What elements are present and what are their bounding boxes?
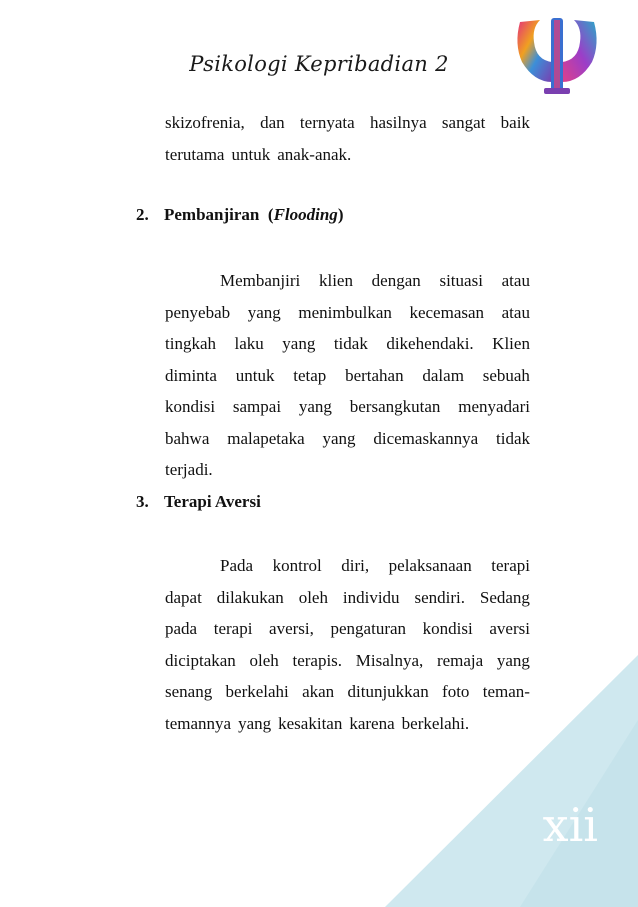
section-2-number: 2. [136,205,149,224]
text-line [165,139,530,171]
word: akan [302,682,335,701]
word: bahwa [165,428,210,448]
word: yang [282,334,316,353]
section-2-heading: 2. Pembanjiran (Flooding) [136,205,344,224]
word: Sedang [479,587,530,607]
word: Misalnya, [355,650,424,670]
word: penyebab [165,302,231,322]
word: pelaksanaan [388,556,472,575]
word: terapi [213,619,253,638]
word: foto [442,682,470,701]
section-3-title: Terapi Aversi [164,492,261,511]
word: menyadari [458,397,530,416]
word: diminta [165,365,217,385]
word: yang [238,713,272,733]
word: sangat [441,113,486,132]
word: kontrol [272,556,322,575]
word: yang [496,650,530,670]
word: ternyata [299,113,355,132]
word: senang [165,682,213,701]
text-line [165,676,530,708]
word: kesakitan [278,713,343,733]
header-title: Psikologi Kepribadian 2 [189,52,449,76]
text-line [165,708,530,740]
word: terutama [165,144,225,164]
text-line [165,265,530,297]
word: dikehendaki. [386,334,474,353]
word: dilakukan [216,587,284,607]
word: terapis. [292,650,343,670]
word: oleh [298,587,328,607]
word: skizofrenia, [165,113,245,132]
word: dengan [371,271,421,290]
word: aversi, [269,619,314,638]
text-line [165,107,530,139]
word: remaja [436,650,484,670]
text-line [165,391,530,423]
word: kondisi [165,397,216,416]
section-3-number: 3. [136,492,149,511]
word: karena [349,713,395,733]
section-2-title: Pembanjiran [164,205,260,224]
word: terjadi. [165,460,213,479]
word: individu [342,587,400,607]
word: tetap [293,365,327,385]
word: berkelahi [225,682,289,701]
text-line [165,613,530,645]
page-number: xii [542,798,598,852]
section-2-title-italic: Flooding [273,205,338,224]
word: sendiri. [414,587,465,607]
word: untuk [235,365,275,385]
word: kondisi [422,619,473,638]
word: aversi [489,619,530,638]
word: bersangkutan [349,397,441,416]
word: pada [165,619,198,638]
word: dicemaskannya [373,428,479,448]
word: Membanjiri [220,271,301,290]
text-line [165,328,530,360]
text-line [165,360,530,392]
word: tidak [333,334,368,353]
word: anak-anak. [277,144,352,164]
word: temannya [165,713,232,733]
word: sebuah [482,365,530,385]
section-2-paragraph [165,265,530,486]
section-3-paragraph [165,550,530,739]
word: kecemasan [409,302,485,322]
text-line [165,454,530,486]
text-line [165,550,530,582]
word: bertahan [345,365,404,385]
word: dan [260,113,285,132]
word: laku [234,334,264,353]
word: atau [501,271,530,290]
word: situasi [439,271,483,290]
word: Pada [220,556,254,575]
word: diciptakan [165,650,236,670]
word: diri, [341,556,370,575]
word: dapat [165,587,202,607]
word: atau [501,302,530,322]
word: yang [247,302,281,322]
text-line [165,423,530,455]
text-line [165,645,530,677]
word: dalam [422,365,464,385]
word: yang [322,428,356,448]
word: ditunjukkan [347,682,429,701]
word: pengaturan [330,619,407,638]
word: baik [500,113,530,132]
word: tingkah [165,334,216,353]
word: berkelahi. [401,713,470,733]
text-line [165,297,530,329]
word: menimbulkan [298,302,392,322]
word: tidak [496,428,530,448]
section-3-heading [136,492,261,512]
word: klien [318,271,353,290]
word: hasilnya [369,113,427,132]
continuation-paragraph [165,107,530,170]
word: teman- [482,682,530,701]
text-line [165,582,530,614]
word: yang [298,397,332,416]
word: oleh [249,650,279,670]
word: sampai [232,397,282,416]
word: malapetaka [227,428,305,448]
word: untuk [231,144,271,164]
word: terapi [491,556,530,575]
word: Klien [492,334,530,353]
